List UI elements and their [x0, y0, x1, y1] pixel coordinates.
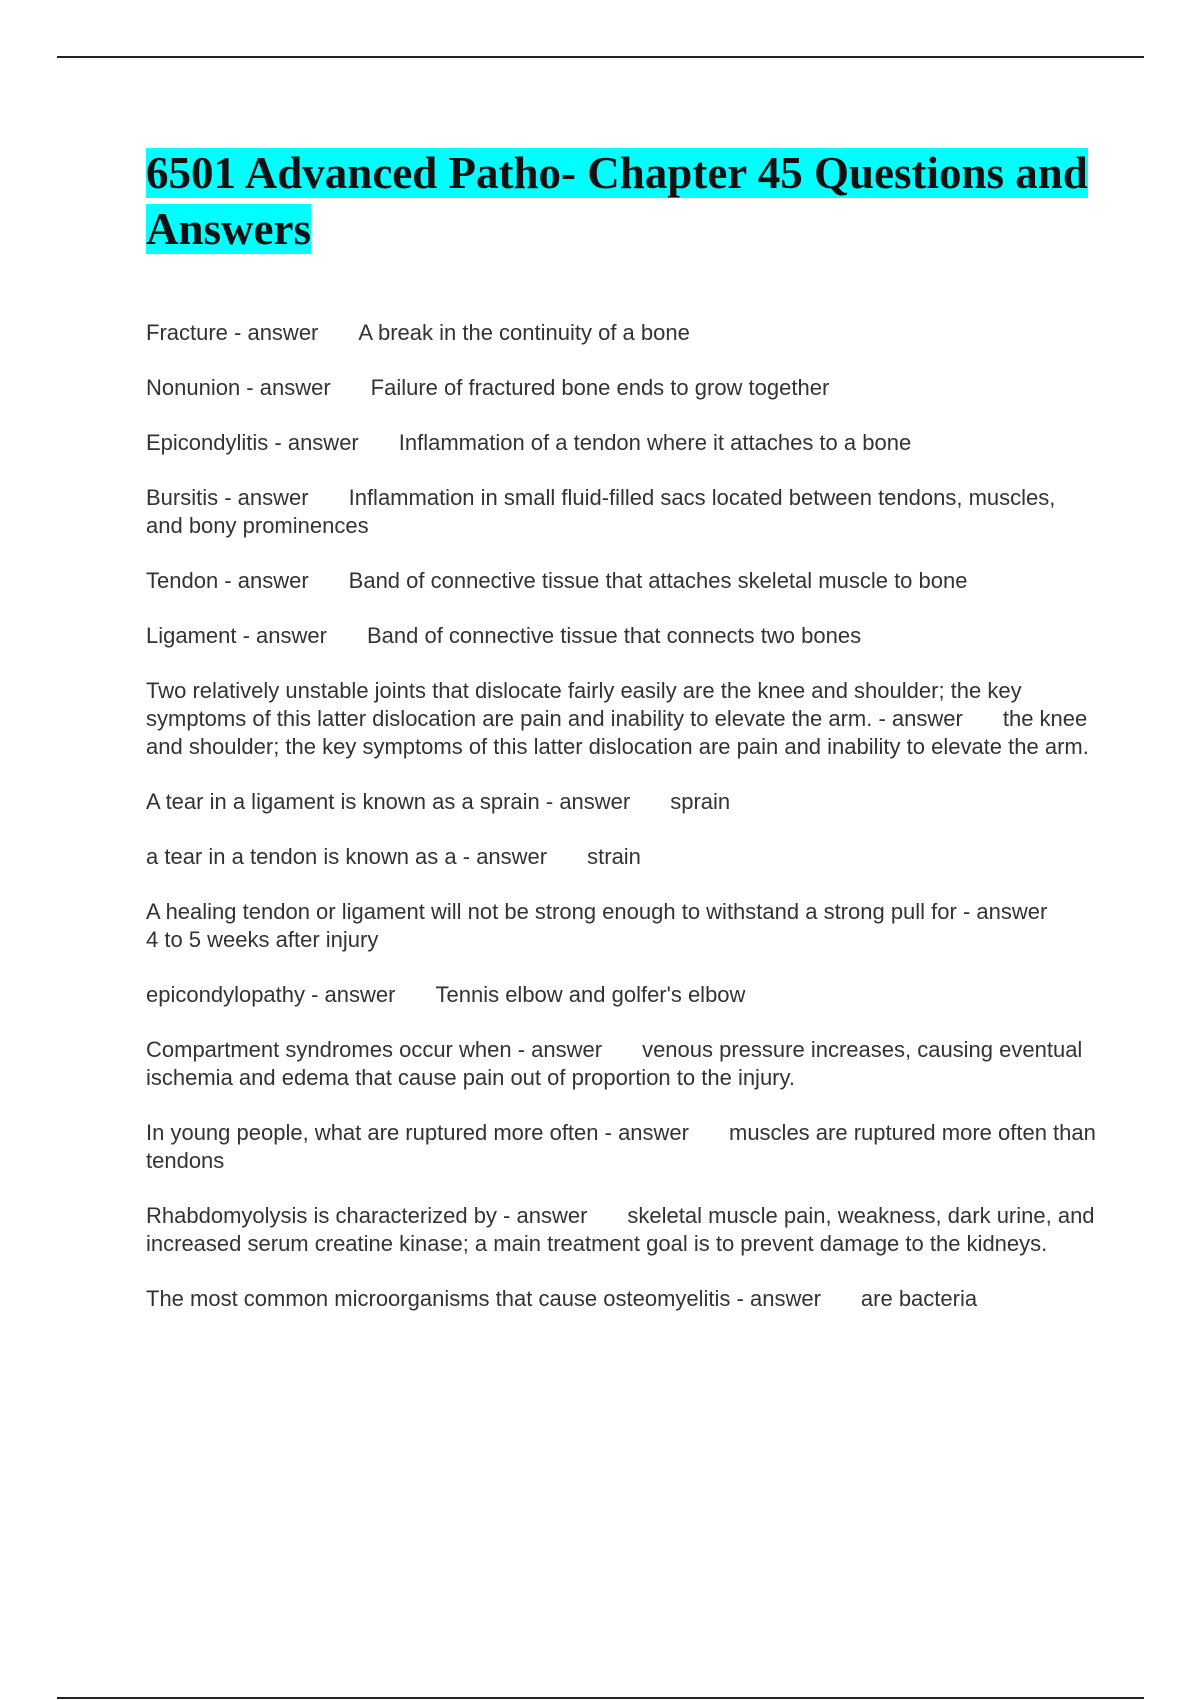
- qa-item: [146, 677, 1096, 761]
- qa-item: [146, 1036, 1096, 1092]
- qa-item: [146, 484, 1096, 540]
- qa-item: [146, 622, 1096, 650]
- qa-question: Two relatively unstable joints that dislocate fairly easily are the knee and shoulder; the key symptoms of this latter dislocation are pain and inability to elevate the arm. - answer: [146, 678, 1022, 731]
- qa-question: In young people, what are ruptured more often - answer: [146, 1120, 689, 1145]
- qa-question: Bursitis - answer: [146, 485, 309, 510]
- qa-question: A healing tendon or ligament will not be strong enough to withstand a strong pull for - answer: [146, 899, 1048, 924]
- qa-question: Rhabdomyolysis is characterized by - answer: [146, 1203, 588, 1228]
- page-content: [146, 145, 1096, 1340]
- qa-answer: the knee and shoulder; the key symptoms of this latter dislocation are pain and inability to elevate the arm.: [146, 706, 1089, 759]
- qa-answer: sprain: [670, 789, 731, 814]
- qa-item: [146, 1119, 1096, 1175]
- document-title-text: 6501 Advanced Patho- Chapter 45 Questions and Answers: [146, 148, 1088, 254]
- qa-item: [146, 319, 1096, 347]
- qa-question: The most common microorganisms that cause osteomyelitis - answer: [146, 1286, 821, 1311]
- qa-question: a tear in a tendon is known as a - answer: [146, 844, 548, 869]
- qa-item: [146, 981, 1096, 1009]
- qa-answer: Inflammation in small fluid-filled sacs located between tendons, muscles, and bony prominences: [146, 485, 1056, 538]
- qa-item: [146, 1202, 1096, 1258]
- qa-item: [146, 429, 1096, 457]
- qa-question: Nonunion - answer: [146, 375, 331, 400]
- qa-item: [146, 567, 1096, 595]
- qa-question: Epicondylitis - answer: [146, 430, 359, 455]
- qa-item: [146, 374, 1096, 402]
- top-rule: [57, 56, 1144, 58]
- qa-item: [146, 1285, 1096, 1313]
- document-title: [146, 145, 1096, 257]
- qa-answer: Failure of fractured bone ends to grow together: [370, 375, 830, 400]
- qa-answer: Band of connective tissue that connects two bones: [366, 623, 862, 648]
- qa-answer: are bacteria: [860, 1286, 978, 1311]
- qa-answer: venous pressure increases, causing eventual ischemia and edema that cause pain out of proportion to the injury.: [146, 1037, 1083, 1090]
- qa-item: [146, 843, 1096, 871]
- bottom-rule: [57, 1697, 1144, 1699]
- qa-question: Ligament - answer: [146, 623, 327, 648]
- qa-question: Tendon - answer: [146, 568, 309, 593]
- qa-question: A tear in a ligament is known as a sprain - answer: [146, 789, 631, 814]
- qa-item: [146, 898, 1096, 954]
- qa-question: Fracture - answer: [146, 320, 319, 345]
- qa-answer: 4 to 5 weeks after injury: [146, 927, 379, 952]
- qa-list: [146, 319, 1096, 1313]
- qa-answer: Inflammation of a tendon where it attaches to a bone: [398, 430, 912, 455]
- qa-question: epicondylopathy - answer: [146, 982, 396, 1007]
- qa-answer: strain: [587, 844, 641, 869]
- qa-answer: A break in the continuity of a bone: [358, 320, 690, 345]
- qa-answer: muscles are ruptured more often than tendons: [146, 1120, 1096, 1173]
- qa-answer: skeletal muscle pain, weakness, dark urine, and increased serum creatine kinase; a main treatment goal is to prevent damage to the kidneys.: [146, 1203, 1095, 1256]
- qa-answer: Band of connective tissue that attaches skeletal muscle to bone: [348, 568, 968, 593]
- qa-answer: Tennis elbow and golfer's elbow: [435, 982, 746, 1007]
- qa-item: [146, 788, 1096, 816]
- qa-question: Compartment syndromes occur when - answer: [146, 1037, 603, 1062]
